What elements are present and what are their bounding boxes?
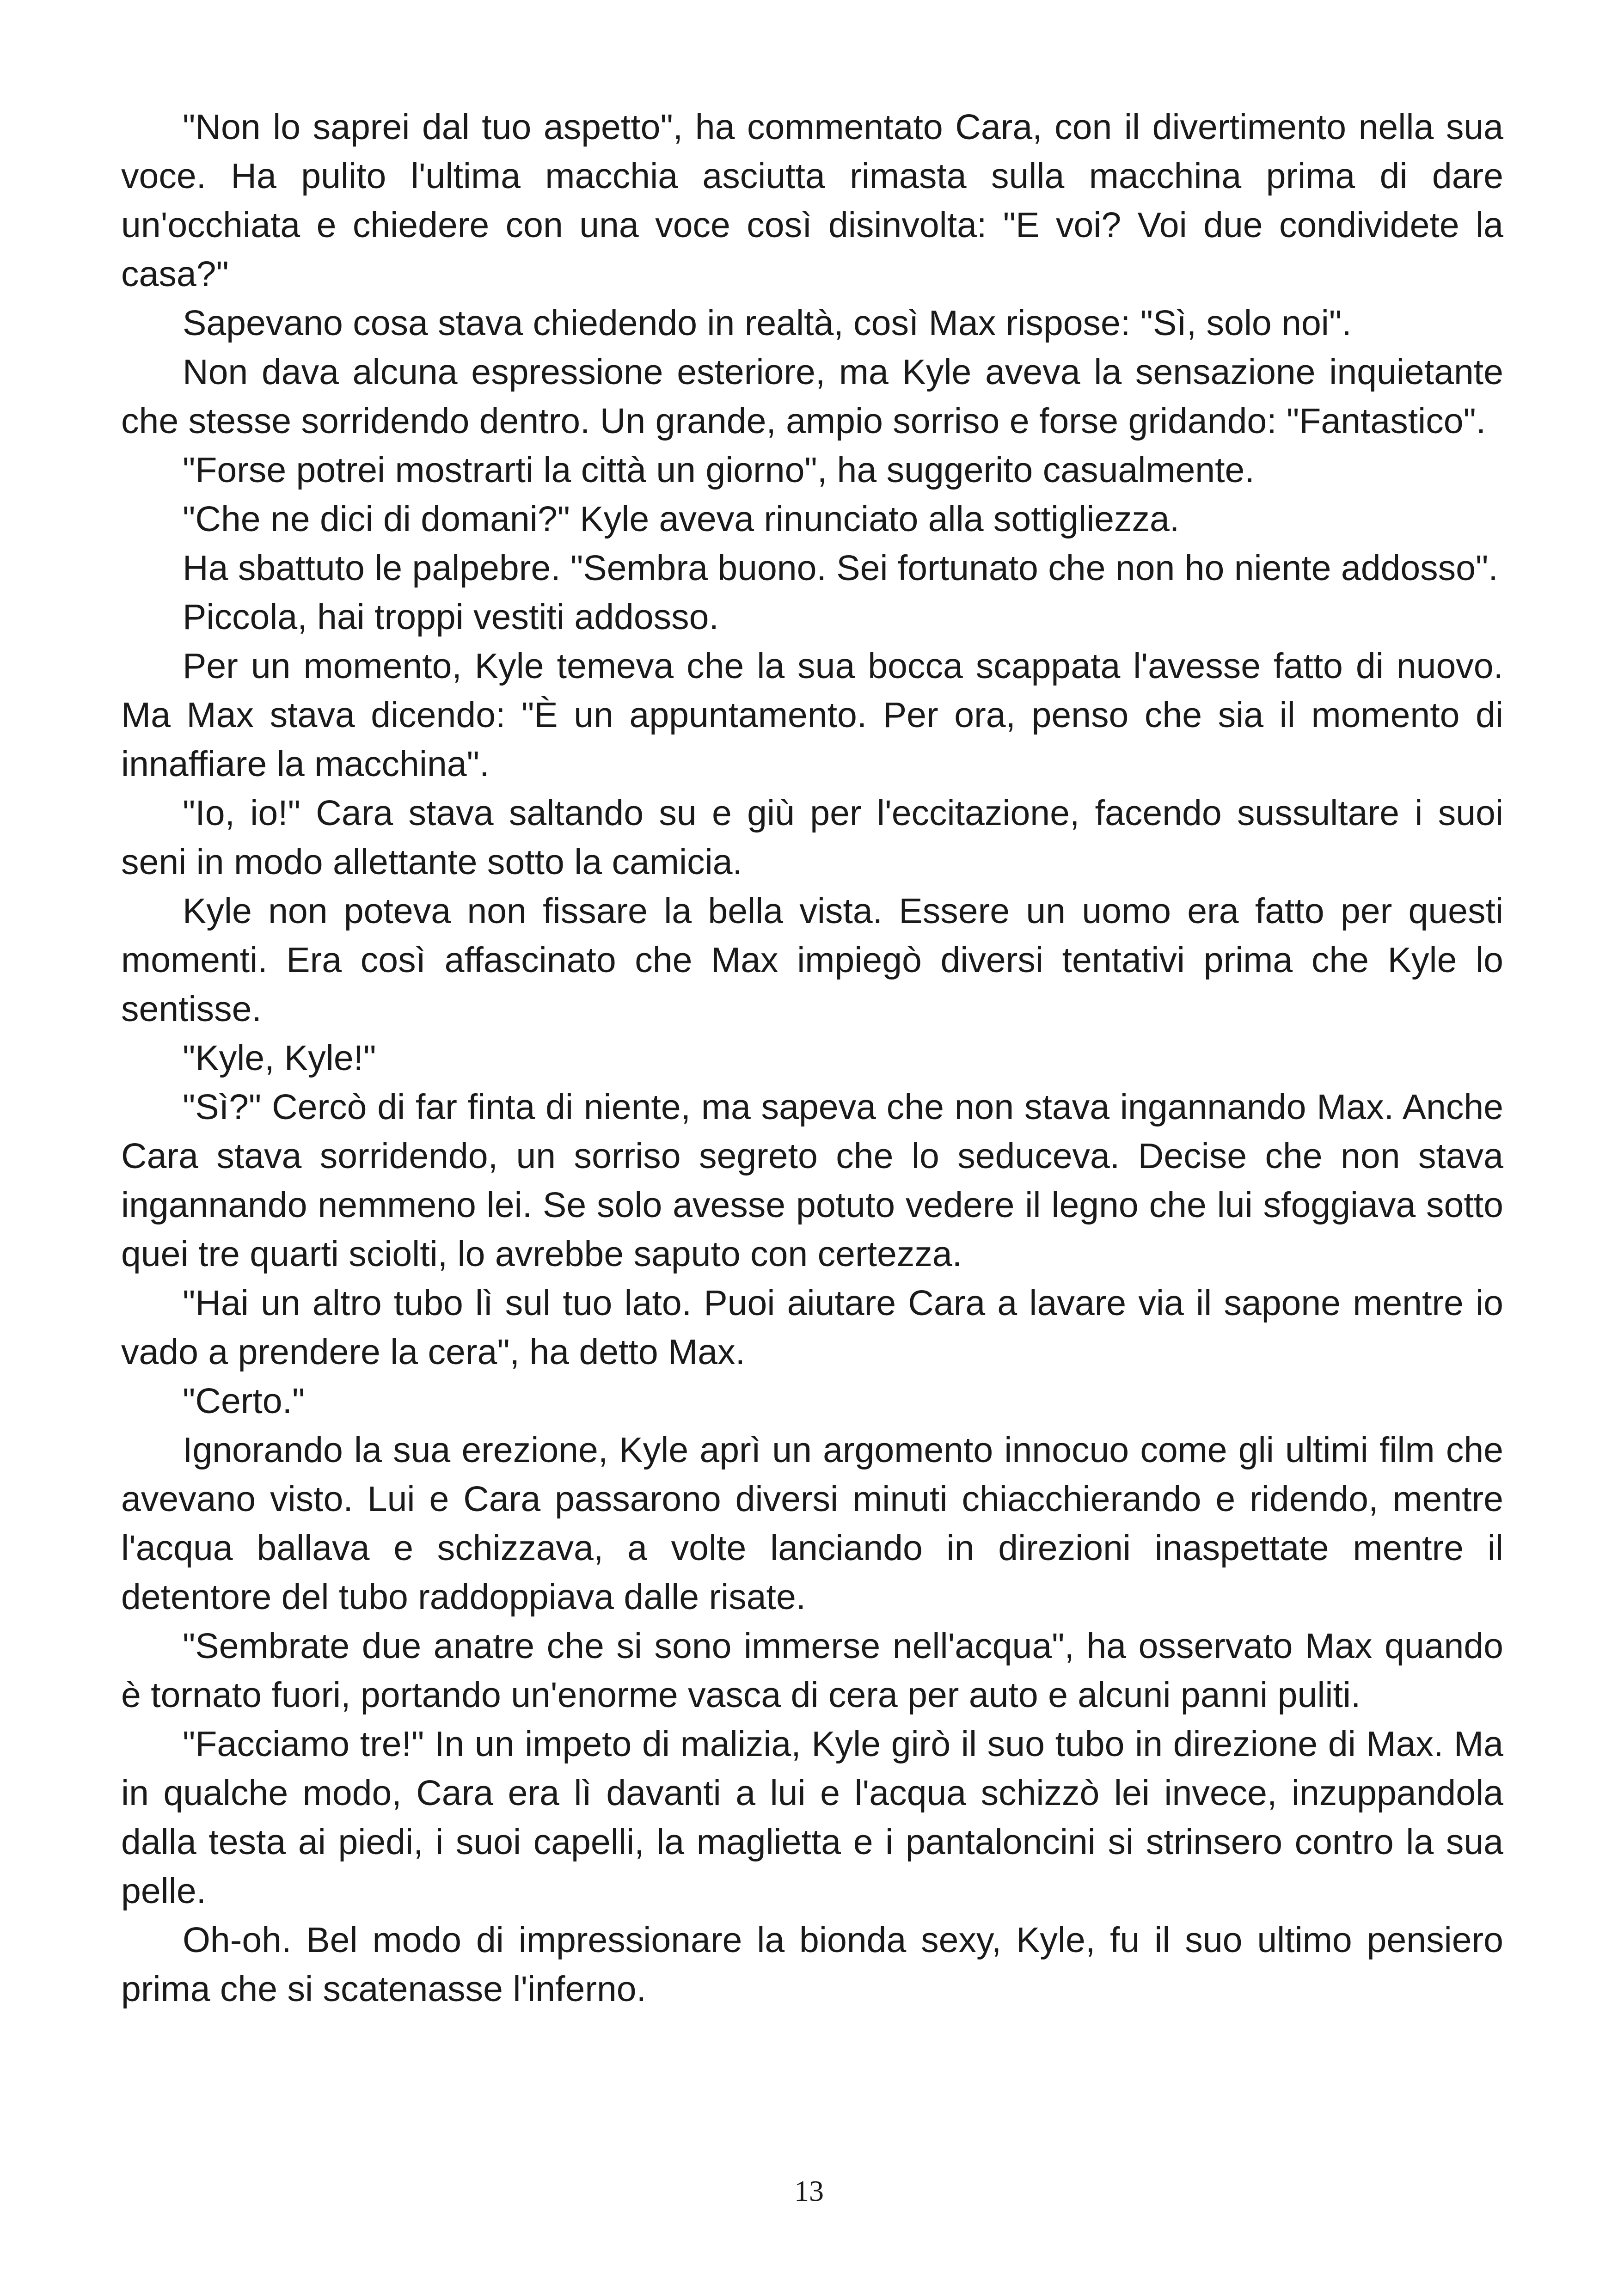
- paragraph: "Certo.": [183, 1381, 305, 1421]
- paragraph: "Non lo saprei dal tuo aspetto", ha commentato Cara, con il divertimento nella sua voce. Ha pulito l'ultima macchia asciutta rimasta sulla macchina prima di dare un'occhiata e chiedere con una voce così disinvolta: "E voi? Voi due condividete la casa?": [121, 107, 1503, 294]
- paragraph: Sapevano cosa stava chiedendo in realtà, così Max rispose: "Sì, solo noi".: [183, 303, 1352, 343]
- paragraph: Non dava alcuna espressione esteriore, ma Kyle aveva la sensazione inquietante che stesse sorridendo dentro. Un grande, ampio sorriso e forse gridando: "Fantastico".: [121, 352, 1503, 441]
- text-body: [121, 103, 1503, 2014]
- paragraph: Oh-oh. Bel modo di impressionare la bionda sexy, Kyle, fu il suo ultimo pensiero prima che si scatenasse l'inferno.: [121, 1920, 1503, 2009]
- paragraph: Ha sbattuto le palpebre. "Sembra buono. Sei fortunato che non ho niente addosso".: [183, 548, 1498, 588]
- paragraph: Per un momento, Kyle temeva che la sua bocca scappata l'avesse fatto di nuovo. Ma Max stava dicendo: "È un appuntamento. Per ora, penso che sia il momento di innaffiare la macchina".: [121, 646, 1503, 784]
- paragraph: "Sì?" Cercò di far finta di niente, ma sapeva che non stava ingannando Max. Anche Cara stava sorridendo, un sorriso segreto che lo seduceva. Decise che non stava ingannando nemmeno lei. Se solo avesse potuto vedere il legno che lui sfoggiava sotto quei tre quarti sciolti, lo avrebbe saputo con certezza.: [121, 1087, 1503, 1274]
- paragraph: Ignorando la sua erezione, Kyle aprì un argomento innocuo come gli ultimi film che avevano visto. Lui e Cara passarono diversi minuti chiacchierando e ridendo, mentre l'acqua ballava e schizzava, a volte lanciando in direzioni inaspettate mentre il detentore del tubo raddoppiava dalle risate.: [121, 1430, 1503, 1617]
- paragraph: "Che ne dici di domani?" Kyle aveva rinunciato alla sottigliezza.: [183, 499, 1180, 539]
- paragraph: "Io, io!" Cara stava saltando su e giù per l'eccitazione, facendo sussultare i suoi seni in modo allettante sotto la camicia.: [121, 793, 1503, 882]
- paragraph: "Hai un altro tubo lì sul tuo lato. Puoi aiutare Cara a lavare via il sapone mentre io vado a prendere la cera", ha detto Max.: [121, 1283, 1503, 1372]
- paragraph: "Sembrate due anatre che si sono immerse nell'acqua", ha osservato Max quando è tornato fuori, portando un'enorme vasca di cera per auto e alcuni panni puliti.: [121, 1626, 1503, 1715]
- paragraph: "Kyle, Kyle!": [183, 1038, 376, 1078]
- paragraph: "Facciamo tre!" In un impeto di malizia, Kyle girò il suo tubo in direzione di Max. Ma in qualche modo, Cara era lì davanti a lui e l'acqua schizzò lei invece, inzuppandola dalla testa ai piedi, i suoi capelli, la maglietta e i pantaloncini si strinsero contro la sua pelle.: [121, 1724, 1503, 1911]
- paragraph: Kyle non poteva non fissare la bella vista. Essere un uomo era fatto per questi momenti. Era così affascinato che Max impiegò diversi tentativi prima che Kyle lo sentisse.: [121, 891, 1503, 1029]
- paragraph: "Forse potrei mostrarti la città un giorno", ha suggerito casualmente.: [183, 450, 1255, 490]
- page-number: 13: [794, 2174, 824, 2207]
- paragraph: Piccola, hai troppi vestiti addosso.: [183, 597, 719, 637]
